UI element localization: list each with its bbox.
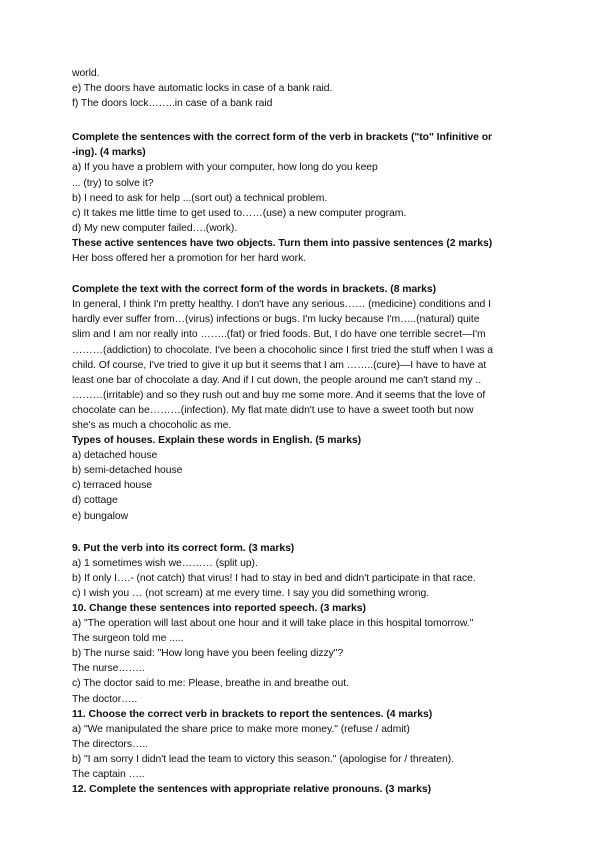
text-line: slim and I am nor really into ……..(fat) or fried foods. But, I do have one terrible secret—I'm: [72, 329, 486, 341]
text-line: The doctor…..: [72, 693, 138, 705]
text-line: b) I need to ask for help ...(sort out) a technical problem.: [72, 192, 328, 204]
list-item: a) detached house: [72, 450, 158, 462]
text-line: The surgeon told me .....: [72, 633, 184, 645]
exercise-heading: Types of houses. Explain these words in English. (5 marks): [72, 435, 362, 447]
previous-exercise-end: [72, 66, 534, 111]
text-line: c) I wish you … (not scream) at me every time. I say you did something wrong.: [72, 587, 430, 599]
text-line: ………(addiction) to chocolate. I've been a chocoholic since I first tried the stuff when I was a: [72, 344, 494, 356]
text-line: child. Of course, I've tried to give it up but it seems that I am ……..(cure)—I have to have at: [72, 359, 487, 371]
list-item: c) terraced house: [72, 480, 153, 492]
text-line: a) If you have a problem with your computer, how long do you keep: [72, 162, 378, 174]
text-line: f) The doors lock……..in case of a bank raid: [72, 98, 273, 110]
text-line: chocolate can be………(infection). My flat mate didn't use to have a sweet tooth but now: [72, 404, 474, 416]
text-line: world.: [72, 68, 100, 79]
exercise-heading: These active sentences have two objects. Turn them into passive sentences (2 marks): [72, 237, 493, 249]
text-line: a) "We manipulated the share price to make more money." (refuse / admit): [72, 723, 410, 735]
document-page: [72, 66, 534, 797]
text-line: Her boss offered her a promotion for her hard work.: [72, 253, 307, 265]
text-line: c) It takes me little time to get used to……(use) a new computer program.: [72, 207, 407, 219]
exercise-gerund-infinitive: [72, 130, 534, 236]
exercise-heading: Complete the sentences with the correct form of the verb in brackets ("to" Infinitive or: [72, 132, 493, 144]
text-line: b) "I am sorry I didn't lead the team to victory this season." (apologise for / threaten).: [72, 753, 454, 765]
exercise-12: [72, 782, 534, 797]
exercise-9: [72, 541, 534, 601]
text-line: In general, I think I'm pretty healthy. I don't have any serious…… (medicine) conditions and I: [72, 299, 491, 311]
text-line: c) The doctor said to me: Please, breathe in and breathe out.: [72, 678, 349, 690]
exercise-heading: Complete the text with the correct form of the words in brackets. (8 marks): [72, 284, 437, 296]
text-line: b) If only I….- (not catch) that virus! I had to stay in bed and didn't participate in that race.: [72, 572, 476, 584]
text-line: d) My new computer failed….(work).: [72, 222, 238, 234]
text-line: hardly ever suffer from…(virus) infections or bugs. I'm lucky because I'm…..(natural) quite: [72, 314, 480, 326]
list-item: b) semi-detached house: [72, 465, 183, 477]
exercise-heading: -ing). (4 marks): [72, 147, 146, 159]
text-line: The captain …..: [72, 769, 145, 781]
exercise-10: [72, 601, 534, 707]
exercise-heading: 12. Complete the sentences with appropriate relative pronouns. (3 marks): [72, 784, 432, 796]
exercise-houses: [72, 433, 534, 524]
exercise-11: [72, 707, 534, 782]
text-line: The nurse……..: [72, 663, 145, 675]
exercise-heading: 11. Choose the correct verb in brackets to report the sentences. (4 marks): [72, 708, 433, 720]
text-line: she's as much a chocoholic as me.: [72, 419, 232, 431]
exercise-heading: 10. Change these sentences into reported speech. (3 marks): [72, 603, 366, 614]
list-item: d) cottage: [72, 495, 118, 507]
text-line: e) The doors have automatic locks in case of a bank raid.: [72, 83, 333, 95]
text-line: ... (try) to solve it?: [72, 177, 154, 189]
list-item: e) bungalow: [72, 510, 129, 522]
text-line: The directors…..: [72, 738, 148, 750]
exercise-heading: 9. Put the verb into its correct form. (3 marks): [72, 542, 295, 554]
text-line: ………(irritable) and so they rush out and buy me some more. And it seems that the love of: [72, 389, 486, 401]
exercise-word-formation: [72, 282, 534, 433]
text-line: a) 1 sometimes wish we……… (split up).: [72, 557, 258, 569]
text-line: a) "The operation will last about one hour and it will take place in this hospital tomorrow.": [72, 618, 474, 630]
text-line: least one bar of chocolate a day. And if I cut down, the people around me can't stand my ..: [72, 374, 482, 386]
text-line: b) The nurse said: "How long have you been feeling dizzy"?: [72, 648, 344, 660]
exercise-passive: [72, 236, 534, 266]
